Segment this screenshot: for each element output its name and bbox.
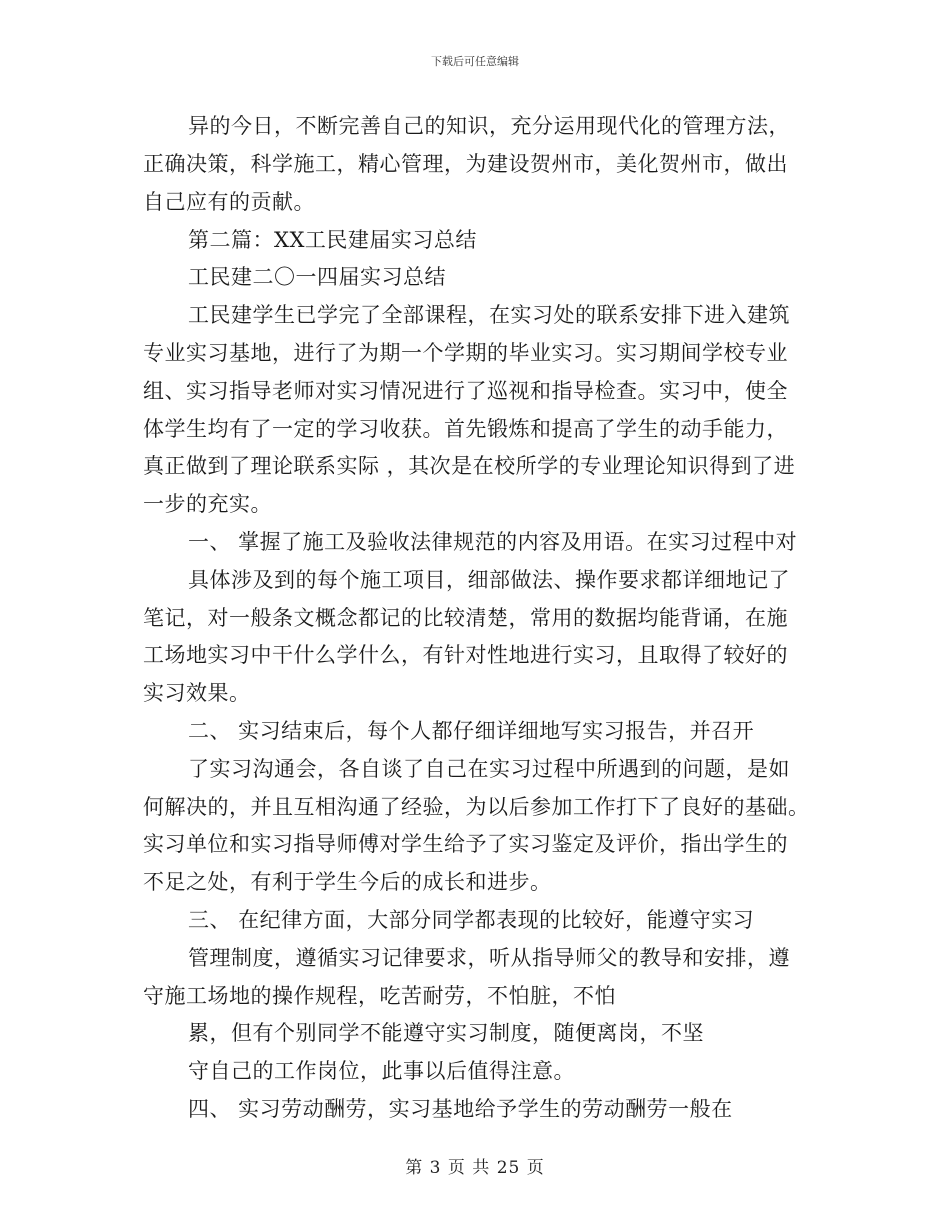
body-line: 守施工场地的操作规程，吃苦耐劳，不怕脏，不怕: [143, 984, 616, 1008]
body-line: 不足之处，有利于学生今后的成长和进步。: [143, 870, 552, 894]
list-item: 三、 在纪律方面，大部分同学都表现的比较好，能遵守实习: [188, 908, 755, 932]
body-line: 正确决策，科学施工，精心管理，为建设贺州市，美化贺州市，做出: [143, 152, 788, 176]
body-line: 管理制度，遵循实习记律要求，听从指导师父的教导和安排，遵: [188, 946, 790, 970]
body-line: 实习效果。: [143, 681, 251, 705]
body-line: 真正做到了理论联系实际 ，其次是在校所学的专业理论知识得到了进: [143, 454, 796, 478]
body-line: 工场地实习中干什么学什么，有针对性地进行实习，且取得了较好的: [143, 643, 788, 667]
body-line: 体学生均有了一定的学习收获。首先锻炼和提高了学生的动手能力，: [143, 417, 788, 441]
page-header: 下载后可任意编辑: [431, 55, 519, 68]
body-line: 工民建学生已学完了全部课程，在实习处的联系安排下进入建筑: [188, 303, 790, 327]
page-number: 第 3 页 共 25 页: [405, 1158, 545, 1178]
body-line: 专业实习基地，进行了为期一个学期的毕业实习。实习期间学校专业: [143, 341, 788, 365]
body-line: 具体涉及到的每个施工项目，细部做法、操作要求都详细地记了: [188, 568, 790, 592]
list-item: 二、 实习结束后，每个人都仔细详细地写实习报告，并召开: [188, 719, 755, 743]
body-line: 何解决的，并且互相沟通了经验，为以后参加工作打下了良好的基础。: [143, 795, 810, 819]
section-title: 第二篇：XX工民建届实习总结: [188, 228, 477, 252]
body-line: 守自己的工作岗位，此事以后值得注意。: [188, 1059, 575, 1083]
body-line: 一步的充实。: [143, 492, 272, 516]
body-line: 自己应有的贡献。: [143, 190, 315, 214]
section-subtitle: 工民建二〇一四届实习总结: [188, 265, 446, 289]
body-line: 累，但有个别同学不能遵守实习制度，随便离岗，不坚: [188, 1021, 704, 1045]
body-line: 组、实习指导老师对实习情况进行了巡视和指导检查。实习中，使全: [143, 379, 788, 403]
list-item: 四、 实习劳动酬劳，实习基地给予学生的劳动酬劳一般在: [188, 1097, 733, 1121]
body-line: 笔记，对一般条文概念都记的比较清楚，常用的数据均能背诵，在施: [143, 606, 788, 630]
body-line: 了实习沟通会，各自谈了自己在实习过程中所遇到的问题，是如: [188, 757, 790, 781]
body-line: 实习单位和实习指导师傅对学生给予了实习鉴定及评价，指出学生的: [143, 832, 788, 856]
list-item: 一、 掌握了施工及验收法律规范的内容及用语。在实习过程中对: [188, 530, 798, 554]
body-line: 异的今日，不断完善自己的知识，充分运用现代化的管理方法，: [188, 114, 790, 138]
